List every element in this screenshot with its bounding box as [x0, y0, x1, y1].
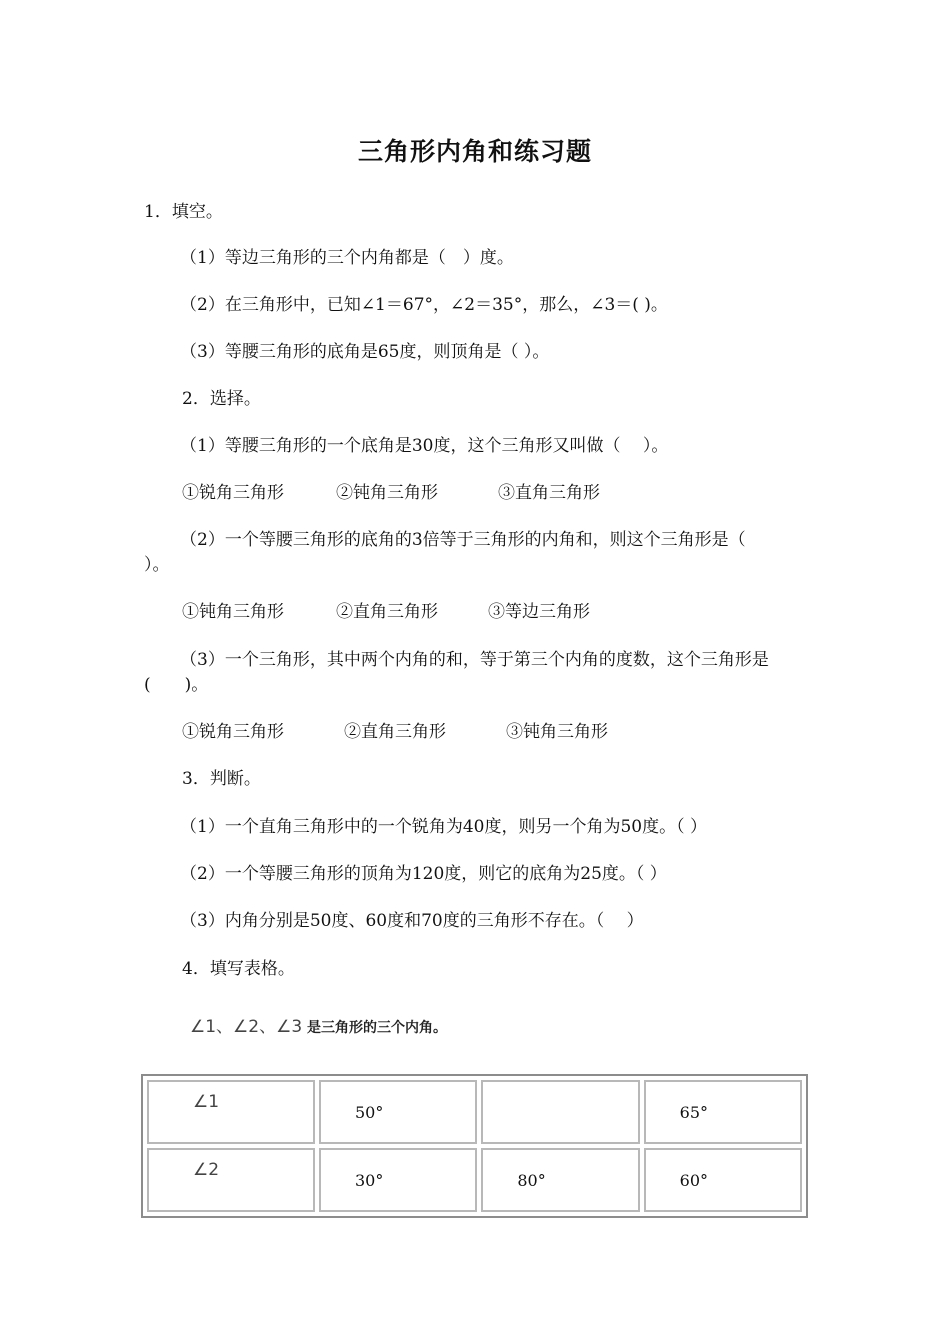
q3-heading: 3．判断。 [182, 769, 261, 789]
q2-item-3-options [182, 720, 608, 744]
table-cell: 50° [319, 1080, 477, 1144]
row-label: ∠2 [147, 1148, 315, 1212]
q2-item-2-line-1: （2）一个等腰三角形的底角的3倍等于三角形的内角和，则这个三角形是（ [180, 530, 746, 550]
q1-heading: 1．填空。 [144, 202, 223, 222]
option-3: ③等边三角形 [488, 602, 590, 622]
option-2: ②钝角三角形 [336, 483, 438, 503]
option-3: ③钝角三角形 [506, 722, 608, 742]
option-1: ①锐角三角形 [182, 722, 284, 742]
table-row [147, 1080, 802, 1144]
q3-item-3: （3）内角分别是50度、60度和70度的三角形不存在。（ ） [180, 911, 644, 931]
q3-item-2: （2）一个等腰三角形的顶角为120度，则它的底角为25度。（ ） [180, 864, 667, 884]
row-label: ∠1 [147, 1080, 315, 1144]
q1-item-1: （1）等边三角形的三个内角都是（ ）度。 [180, 248, 514, 268]
table-cell: 80° [481, 1148, 639, 1212]
caption-angles: ∠1、∠2、∠3 [190, 1017, 303, 1037]
option-2: ②直角三角形 [336, 602, 438, 622]
table-cell [481, 1080, 639, 1144]
q2-item-2-line-2: ）。 [144, 555, 170, 575]
q3-item-1: （1）一个直角三角形中的一个锐角为40度，则另一个角为50度。（ ） [180, 817, 707, 837]
angles-caption [190, 1012, 447, 1037]
caption-text: 是三角形的三个内角。 [307, 1020, 448, 1036]
q2-item-1: （1）等腰三角形的一个底角是30度，这个三角形又叫做（ ）。 [180, 436, 669, 456]
option-1: ①锐角三角形 [182, 483, 284, 503]
page-title: 三角形内角和练习题 [357, 137, 592, 166]
q2-item-3-line-2: ( )。 [144, 675, 209, 695]
q1-item-2: （2）在三角形中，已知∠1＝67°，∠2＝35°，那么，∠3＝( )。 [180, 295, 668, 315]
option-2: ②直角三角形 [344, 722, 446, 742]
table-row [147, 1148, 802, 1212]
angles-table [141, 1074, 808, 1218]
q2-item-2-options [182, 600, 590, 624]
table-cell: 60° [644, 1148, 802, 1212]
q2-heading: 2．选择。 [182, 389, 261, 409]
option-3: ③直角三角形 [498, 483, 600, 503]
q2-item-3-line-1: （3）一个三角形，其中两个内角的和，等于第三个内角的度数，这个三角形是 [180, 650, 769, 670]
table-cell: 65° [644, 1080, 802, 1144]
q2-item-1-options [182, 481, 600, 505]
option-1: ①钝角三角形 [182, 602, 284, 622]
q1-item-3: （3）等腰三角形的底角是65度，则顶角是（ ）。 [180, 342, 550, 362]
table-cell: 30° [319, 1148, 477, 1212]
q4-heading: 4．填写表格。 [182, 959, 295, 979]
